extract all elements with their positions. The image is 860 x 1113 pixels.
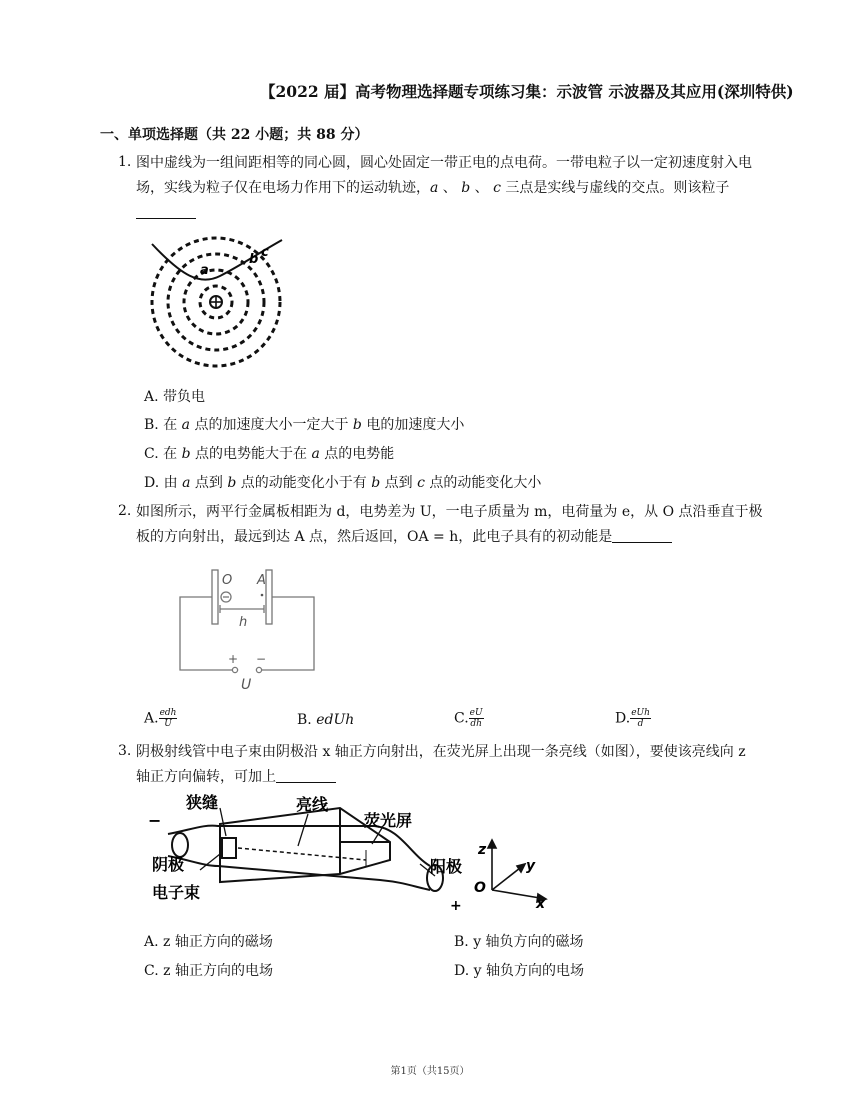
option-d[interactable] [615, 708, 651, 729]
minus-terminal-label: − [256, 652, 267, 666]
answer-blank[interactable] [276, 768, 336, 783]
option-expression: edUh [316, 712, 355, 728]
fraction-numerator: eUh [631, 708, 650, 718]
fraction-numerator: edh [159, 708, 177, 718]
voltage-u-label: U [241, 677, 252, 693]
anode-label: 阳极 [430, 857, 463, 876]
option-text: 点的电势能 [319, 446, 395, 462]
page-footer: 第1页（共15页） [390, 1066, 470, 1077]
var: b [352, 417, 362, 433]
separator: 、 [470, 180, 494, 196]
option-c[interactable] [144, 443, 394, 463]
var: b [371, 475, 381, 491]
var-a: a [430, 180, 439, 196]
option-text: 点的动能变化小于有 [236, 475, 372, 491]
option-a[interactable] [144, 708, 177, 729]
question-text [136, 151, 764, 226]
option-c[interactable]: C. z 轴正方向的电场 [144, 963, 273, 979]
var: b [227, 475, 237, 491]
point-c-label: c [261, 245, 269, 260]
option-letter: A. [144, 710, 159, 727]
fraction-denominator: d [637, 719, 644, 729]
var: c [417, 475, 425, 491]
answer-blank[interactable] [612, 528, 672, 543]
point-b-label: b [249, 252, 259, 267]
option-d[interactable] [144, 472, 541, 492]
point-a-label: a [200, 263, 209, 278]
var-b: b [461, 180, 471, 196]
option-text: C. 在 [144, 446, 182, 462]
option-a[interactable]: A. 带负电 [144, 389, 206, 405]
cathode-ray-tube-figure [140, 794, 560, 918]
page-title: 【2022 届】高考物理选择题专项练习集：示波管 示波器及其应用(深圳特供) [260, 82, 794, 101]
plus-terminal-label: + [228, 652, 239, 666]
cathode-label: 阴极 [152, 855, 185, 874]
electron-beam-label: 电子束 [152, 883, 201, 902]
anode-plus-label: + [450, 898, 462, 914]
question-text-part: 三点是实线与虚线的交点。则该粒子 [500, 180, 730, 196]
axis-z-label: z [478, 842, 487, 858]
option-d[interactable]: D. y 轴负方向的电场 [454, 963, 584, 979]
question-text-part: 如图所示，两平行金属板相距为 d，电势差为 U，一电子质量为 m，电荷量为 e，从 O 点沿垂直于极板的方向射出，最远到达 A 点，然后返回，OA = h，此电子具有的初动能是 [136, 504, 763, 545]
section-heading: 一、单项选择题（共 22 小题；共 88 分） [100, 127, 369, 143]
point-a-label: A [257, 573, 266, 588]
fraction-denominator: dh [470, 719, 482, 729]
option-a[interactable]: A. z 轴正方向的磁场 [144, 934, 273, 950]
question-number: 3. [118, 743, 132, 759]
question-number: 2. [118, 503, 132, 519]
distance-h-label: h [239, 615, 248, 630]
axis-y-label: y [526, 858, 536, 874]
fraction [469, 708, 484, 729]
option-c[interactable] [454, 708, 484, 729]
option-text: B. 在 [144, 417, 182, 433]
option-text: 点的动能变化大小 [424, 475, 542, 491]
var: a [181, 417, 190, 433]
option-b[interactable] [144, 414, 464, 434]
concentric-field-figure [142, 236, 292, 376]
bright-line-label: 亮线 [296, 795, 329, 814]
option-b[interactable]: B. y 轴负方向的磁场 [454, 934, 584, 950]
question-text-part: 图中虚线为一组间距相等的同心圆，圆心处固定一带正电的点电荷。一带电粒子以一定初速度射入电场，实线为粒子仅在电场力作用下的运动轨迹， [136, 155, 752, 196]
fraction [630, 708, 651, 729]
option-text: 点到 [380, 475, 418, 491]
fraction-numerator: eU [469, 708, 483, 718]
fraction [159, 708, 178, 729]
var: b [181, 446, 191, 462]
option-text: 点的电势能大于在 [190, 446, 312, 462]
fluorescent-screen-label: 荧光屏 [364, 811, 413, 830]
origin-label: O [474, 880, 486, 896]
slit-label: 狭缝 [186, 794, 219, 812]
separator: 、 [438, 180, 462, 196]
option-letter: C. [454, 710, 469, 727]
parallel-plates-figure [170, 562, 320, 698]
option-letter: D. [615, 710, 631, 727]
question-number: 1. [118, 154, 132, 170]
var: a [182, 475, 191, 491]
question-text [136, 500, 764, 550]
option-text: 点到 [190, 475, 228, 491]
question-text-part: 阴极射线管中电子束由阴极沿 x 轴正方向射出，在荧光屏上出现一条亮线（如图），要使该亮线向 z 轴正方向偏转，可加上 [136, 744, 746, 785]
option-b[interactable] [297, 712, 354, 728]
option-letter: B. [297, 712, 312, 728]
option-text: 点的加速度大小一定大于 [190, 417, 353, 433]
var: a [311, 446, 320, 462]
option-text: 电的加速度大小 [361, 417, 465, 433]
answer-blank[interactable] [136, 204, 196, 219]
axis-x-label: x [536, 896, 546, 912]
cathode-minus-label: − [148, 811, 162, 830]
question-text [136, 740, 764, 790]
option-text: D. 由 [144, 475, 183, 491]
fraction-denominator: U [164, 719, 172, 729]
point-o-label: O [222, 573, 233, 588]
var-c: c [493, 180, 501, 196]
